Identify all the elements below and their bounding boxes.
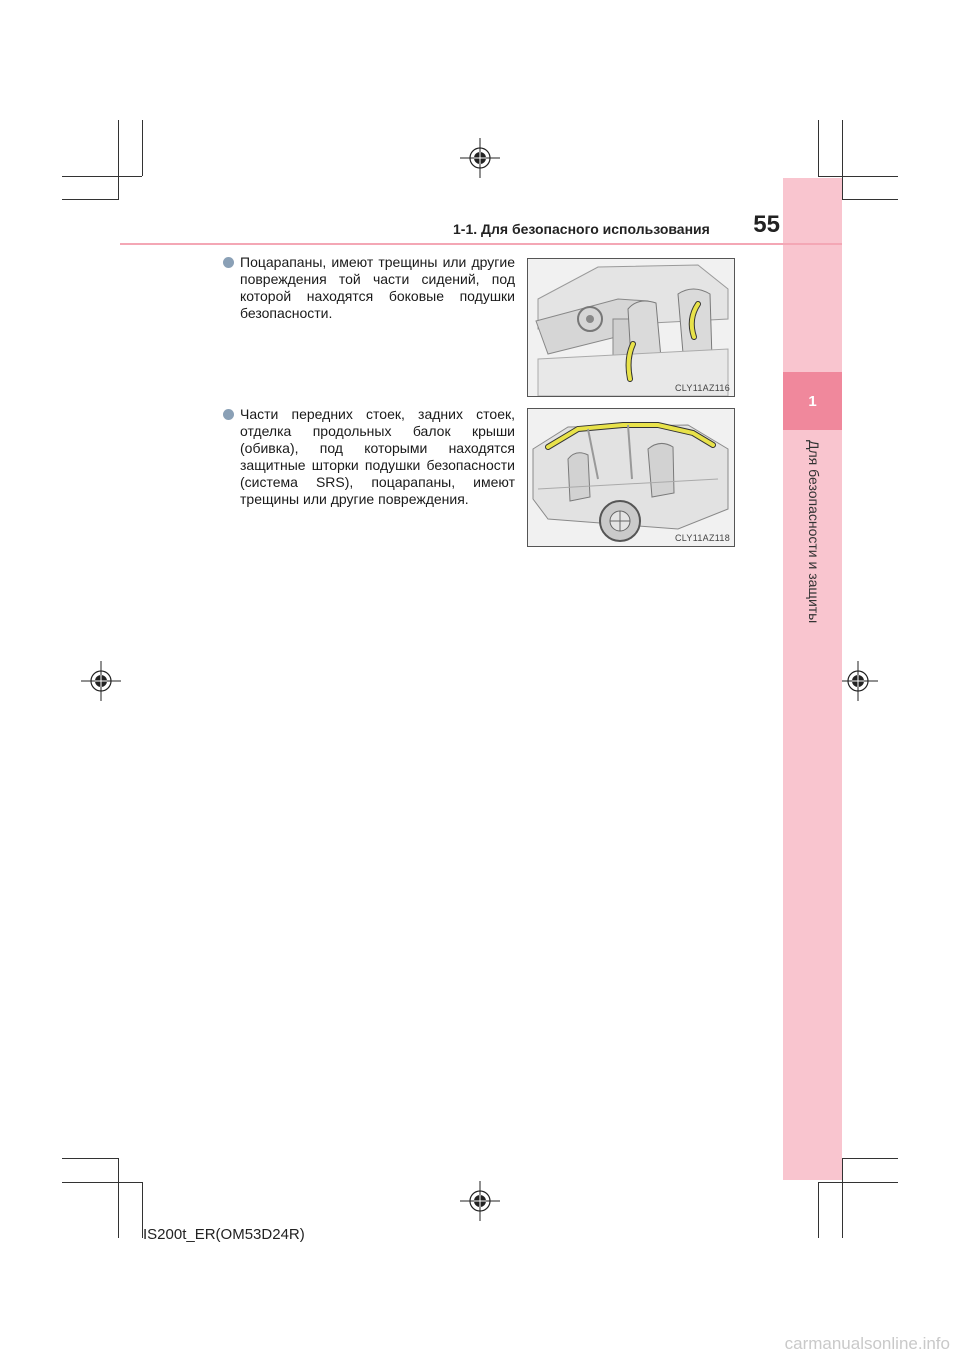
figure-code: CLY11AZ116 xyxy=(674,383,730,393)
registration-mark-icon xyxy=(460,138,500,178)
crop-mark xyxy=(818,1182,898,1183)
crop-mark xyxy=(62,176,142,177)
chapter-number: 1 xyxy=(783,372,842,430)
chapter-title: Для безопасности и защиты xyxy=(806,440,822,624)
crop-mark xyxy=(818,120,819,176)
car-interior-illustration xyxy=(528,259,734,396)
header-divider xyxy=(120,243,842,245)
figure-curtain-airbags xyxy=(527,408,735,547)
crop-mark xyxy=(842,1158,898,1159)
list-item xyxy=(223,254,515,322)
crop-mark xyxy=(842,199,898,200)
document-code: IS200t_ER(OM53D24R) xyxy=(143,1226,305,1243)
crop-mark xyxy=(118,120,119,200)
crop-mark xyxy=(118,1158,119,1238)
list-item-text: Части передних стоек, задних стоек, отделка продольных балок крыши (обивка), под которыми находятся защитные шторки подушки безопасности (система SRS), поцарапаны, имеют трещины или другие повреждения. xyxy=(240,406,515,507)
bullet-icon xyxy=(223,257,234,268)
crop-mark xyxy=(818,176,898,177)
chapter-tab xyxy=(783,178,842,1180)
figure-seat-airbags xyxy=(527,258,735,397)
crop-mark xyxy=(142,120,143,176)
list-item-text: Поцарапаны, имеют трещины или другие повреждения той части сидений, под которой находятся боковые подушки безопасности. xyxy=(240,254,515,321)
page-number: 55 xyxy=(753,211,780,238)
list-item xyxy=(223,406,515,508)
crop-mark xyxy=(62,1158,119,1159)
registration-mark-icon xyxy=(838,661,878,701)
crop-mark xyxy=(842,1158,843,1238)
bullet-icon xyxy=(223,409,234,420)
crop-mark xyxy=(62,199,119,200)
crop-mark xyxy=(62,1182,142,1183)
section-title: 1-1. Для безопасного использования xyxy=(453,221,710,237)
registration-mark-icon xyxy=(460,1181,500,1221)
watermark: carmanualsonline.info xyxy=(784,1334,950,1353)
crop-mark xyxy=(842,120,843,200)
registration-mark-icon xyxy=(81,661,121,701)
figure-code: CLY11AZ118 xyxy=(674,533,730,543)
car-exterior-illustration xyxy=(528,409,734,546)
crop-mark xyxy=(818,1182,819,1238)
